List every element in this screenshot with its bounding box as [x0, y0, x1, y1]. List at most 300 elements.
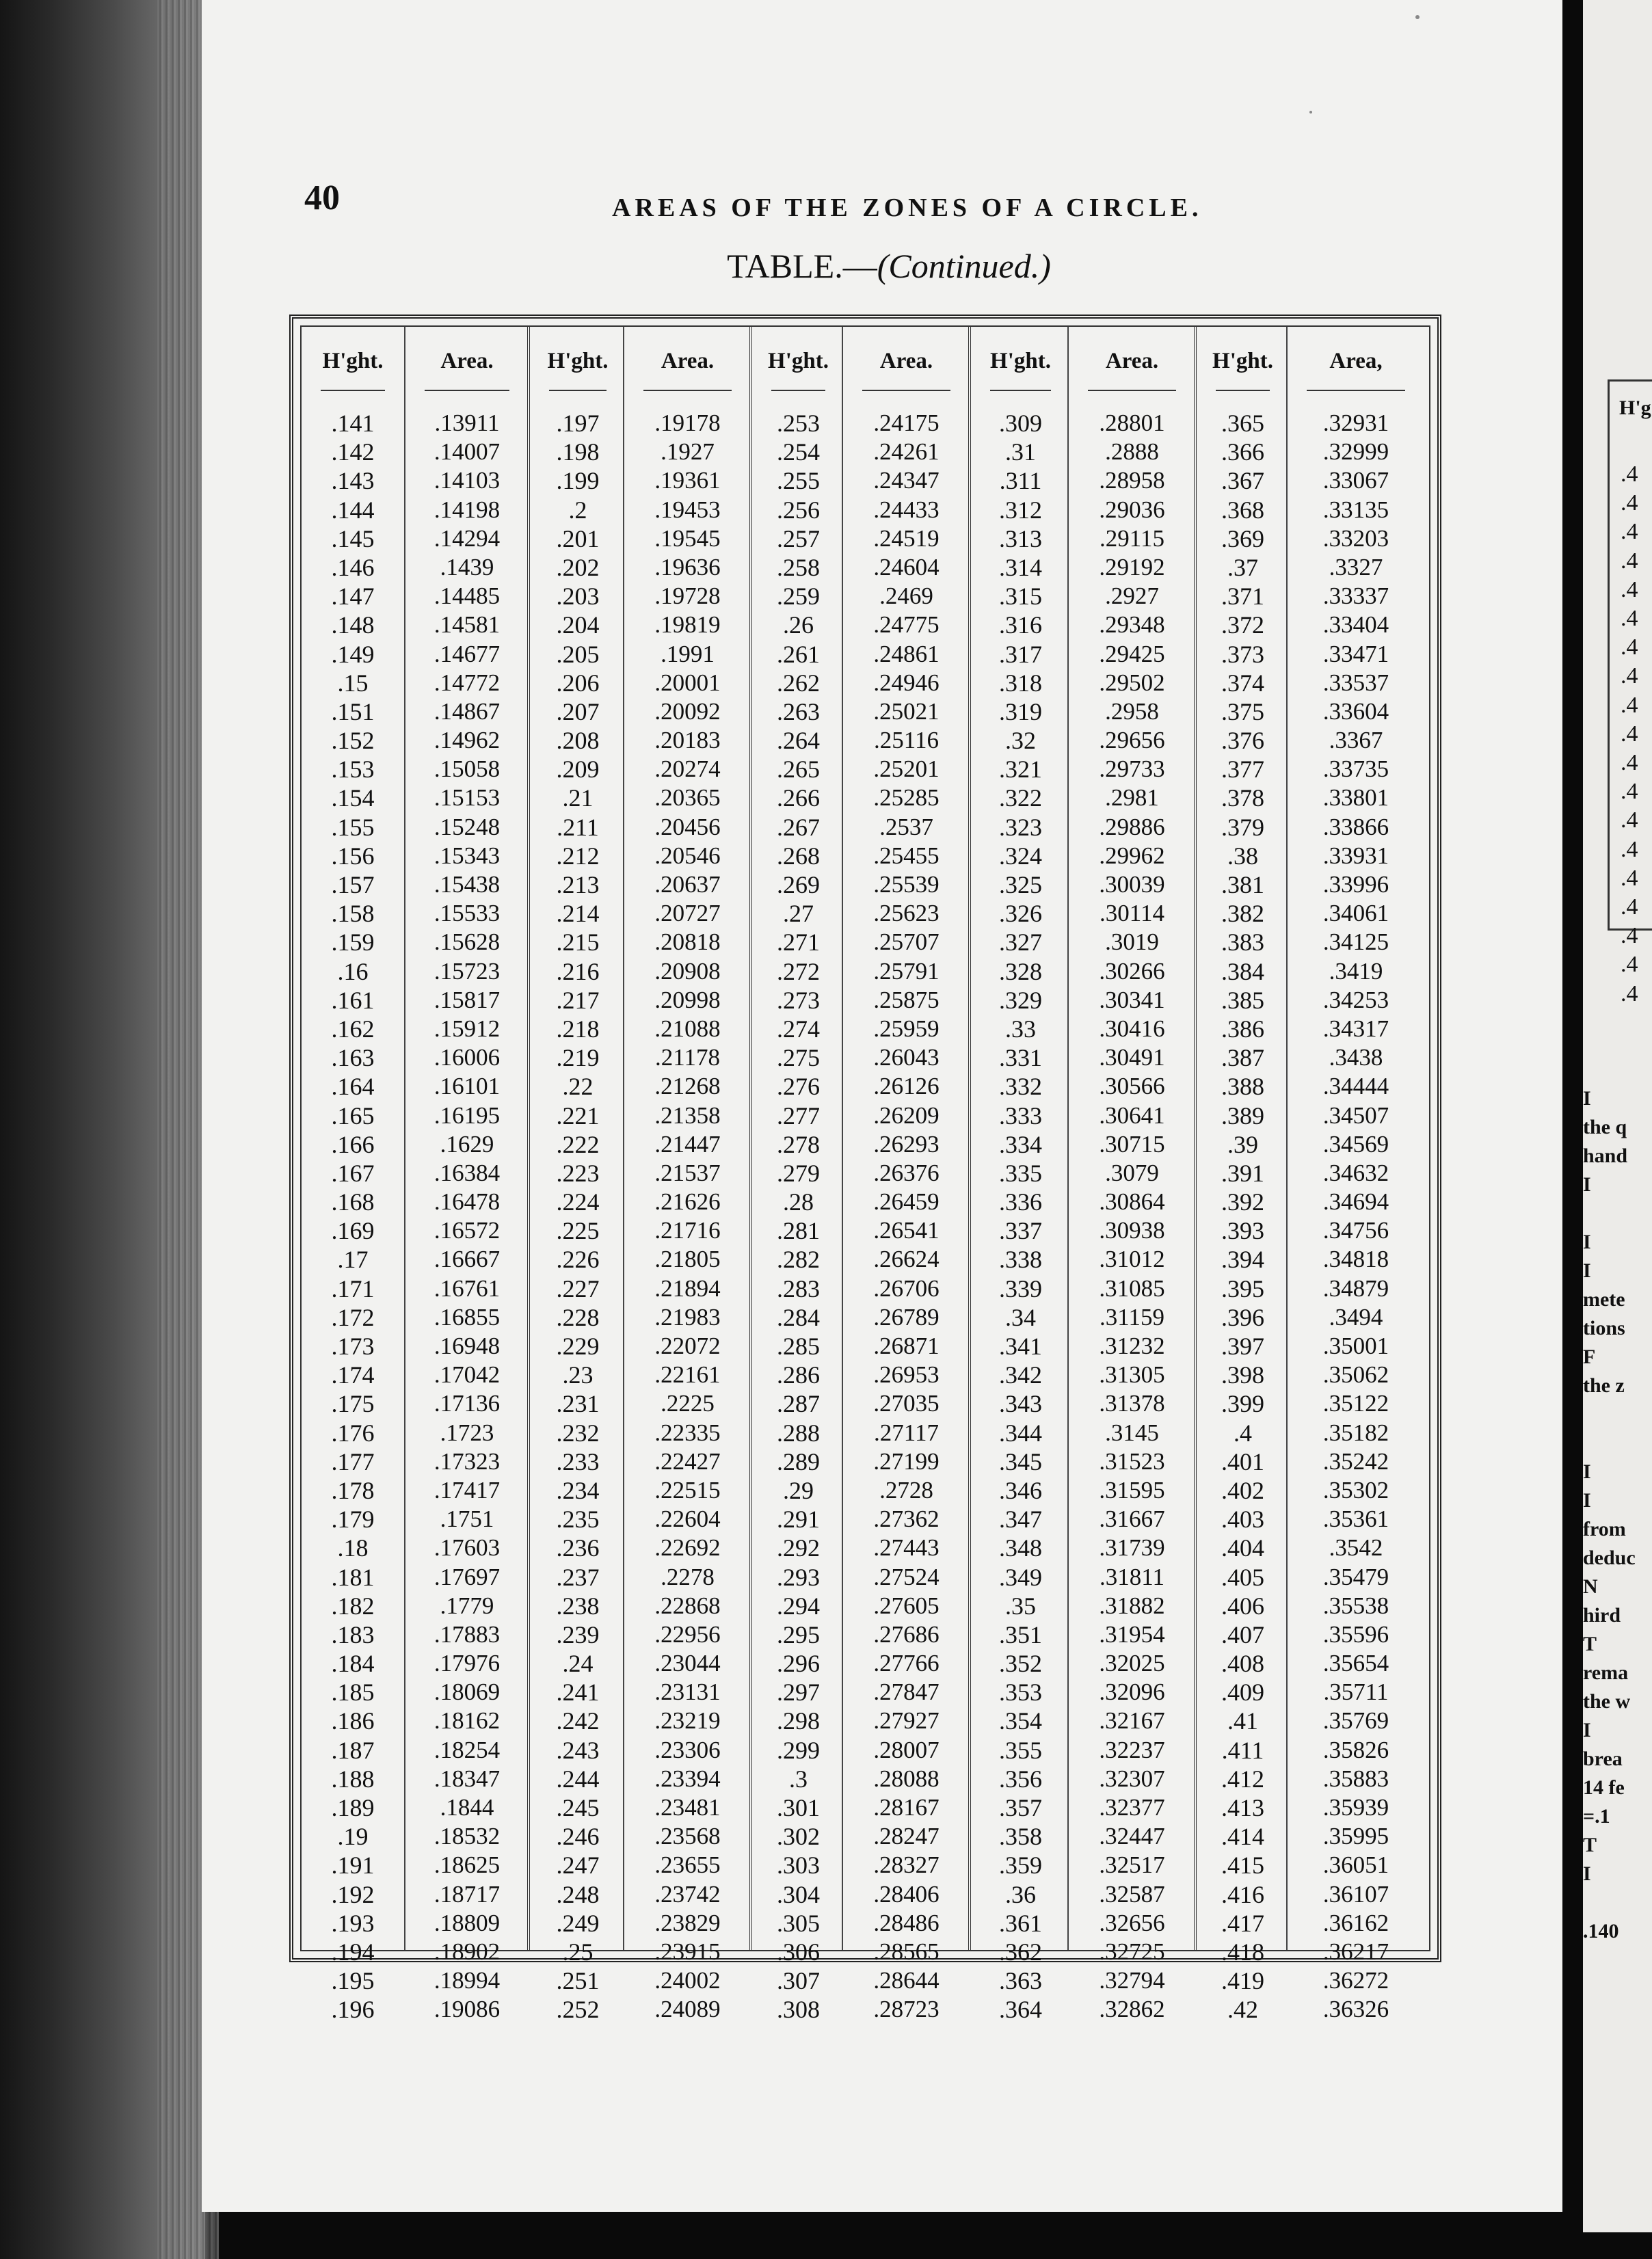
table-cell: .217 — [556, 986, 600, 1014]
table-cell: .29656 — [1099, 727, 1165, 754]
table-cell: .202 — [556, 553, 600, 581]
table-cell: .36 — [1005, 1880, 1036, 1908]
table-cell: .326 — [999, 900, 1042, 928]
table-cell: .26789 — [873, 1303, 940, 1331]
table-cell: .1439 — [440, 553, 494, 580]
area-column — [1067, 327, 1195, 2023]
table-cell: .32 — [1005, 727, 1036, 755]
column-values — [405, 395, 529, 2024]
table-cell: .17976 — [434, 1650, 501, 1677]
adjacent-text-line: T — [1583, 1834, 1597, 1856]
column-header: H'ght. — [1212, 349, 1273, 373]
column-header: H'ght. — [322, 349, 384, 373]
table-cell: .31012 — [1099, 1246, 1165, 1273]
table-cell: .32725 — [1099, 1938, 1165, 1965]
table-cell: .325 — [999, 871, 1042, 898]
table-cell: .24175 — [873, 410, 940, 436]
table-cell: .347 — [999, 1506, 1042, 1534]
adjacent-table-cell: .4 — [1621, 952, 1638, 978]
table-cell: .1779 — [440, 1592, 494, 1619]
table-cell: .2278 — [661, 1563, 715, 1590]
adjacent-table-cell: .4 — [1621, 576, 1638, 602]
table-cell: .371 — [1221, 583, 1264, 611]
table-cell: .35122 — [1322, 1390, 1389, 1417]
table-cell: .27847 — [873, 1679, 940, 1706]
table-cell: .16006 — [434, 1044, 501, 1071]
table-cell: .163 — [331, 1044, 375, 1072]
table-cell: .241 — [556, 1679, 600, 1707]
table-cell: .416 — [1221, 1880, 1264, 1908]
table-cell: .18069 — [434, 1679, 501, 1706]
table-cell: .16572 — [434, 1217, 501, 1244]
area-column — [623, 327, 751, 2023]
table-cell: .27199 — [873, 1447, 940, 1475]
column-header: H'ght. — [990, 349, 1051, 373]
table-cell: .234 — [556, 1476, 600, 1504]
table-cell: .21983 — [654, 1303, 721, 1331]
table-cell: .333 — [999, 1101, 1042, 1130]
table-cell: .32237 — [1099, 1736, 1165, 1763]
area-column — [404, 327, 529, 2023]
table-cell: .269 — [777, 871, 820, 898]
table-cell: .35242 — [1322, 1447, 1389, 1475]
table-cell: .273 — [777, 986, 820, 1014]
table-cell: .24433 — [873, 496, 940, 523]
table-cell: .184 — [331, 1650, 375, 1678]
table-cell: .20092 — [654, 697, 721, 725]
column-header: Area, — [1329, 349, 1383, 373]
table-cell: .1927 — [661, 438, 715, 466]
table-cell: .2469 — [879, 583, 933, 610]
table-cell: .261 — [777, 640, 820, 668]
table-cell: .303 — [777, 1852, 820, 1880]
table-cell: .418 — [1221, 1938, 1264, 1966]
table-cell: .31954 — [1099, 1620, 1165, 1648]
table-cell: .31882 — [1099, 1592, 1165, 1619]
table-cell: .21894 — [654, 1274, 721, 1302]
table-cell: .30491 — [1099, 1044, 1165, 1071]
table-cell: .214 — [556, 900, 600, 928]
table-cell: .304 — [777, 1880, 820, 1908]
adjacent-table-cell: .4 — [1621, 490, 1638, 516]
table-cell: .39 — [1227, 1130, 1258, 1158]
table-cell: .20183 — [654, 727, 721, 754]
table-cell: .32794 — [1099, 1967, 1165, 1994]
table-cell: .243 — [556, 1736, 600, 1764]
table-cell: .25201 — [873, 756, 940, 783]
table-cell: .26376 — [873, 1159, 940, 1186]
adjacent-text-line: the z — [1583, 1374, 1625, 1397]
table-cell: .34507 — [1322, 1101, 1389, 1129]
area-column — [1286, 327, 1424, 2023]
table-cell: .19545 — [654, 524, 721, 552]
table-cell: .322 — [999, 784, 1042, 812]
table-cell: .144 — [331, 496, 375, 524]
table-cell: .206 — [556, 669, 600, 697]
table-cell: .191 — [331, 1852, 375, 1880]
table-cell: .374 — [1221, 669, 1264, 697]
table-cell: .246 — [556, 1823, 600, 1851]
table-cell: .29733 — [1099, 756, 1165, 783]
table-cell: .33604 — [1322, 697, 1389, 725]
adjacent-table-cell: .4 — [1621, 721, 1638, 747]
adjacent-table-cell: .4 — [1621, 606, 1638, 632]
adjacent-table-cell: .4 — [1621, 894, 1638, 920]
table-cell: .272 — [777, 957, 820, 985]
table-cell: .411 — [1221, 1736, 1264, 1764]
table-cell: .237 — [556, 1563, 600, 1591]
header-rule — [321, 390, 385, 391]
table-cell: .28644 — [873, 1967, 940, 1994]
table-cell: .373 — [1221, 640, 1264, 668]
header-rule — [771, 390, 825, 391]
adjacent-table-cell: .4 — [1621, 692, 1638, 718]
adjacent-text-line: I — [1583, 1259, 1591, 1282]
book-page — [202, 0, 1562, 2212]
table-cell: .26541 — [873, 1217, 940, 1244]
table-cell: .23655 — [654, 1852, 721, 1879]
adjacent-table — [1608, 379, 1652, 1006]
column-values — [752, 395, 844, 2024]
column-values — [1069, 395, 1195, 2024]
table-cell: .17603 — [434, 1534, 501, 1562]
table-cell: .242 — [556, 1707, 600, 1735]
table-cell: .159 — [331, 928, 375, 957]
table-cell: .252 — [556, 1996, 600, 2024]
table-cell: .24604 — [873, 553, 940, 580]
table-cell: .31232 — [1099, 1333, 1165, 1359]
table-cell: .405 — [1221, 1563, 1264, 1591]
table-cell: .15628 — [434, 928, 501, 956]
table-cell: .317 — [999, 640, 1042, 668]
table-cell: .22335 — [654, 1419, 721, 1446]
table-cell: .18902 — [434, 1938, 501, 1965]
table-cell: .187 — [331, 1736, 375, 1764]
table-cell: .256 — [777, 496, 820, 524]
adjacent-table-cell: .4 — [1621, 836, 1638, 862]
table-cell: .17883 — [434, 1620, 501, 1648]
table-cell: .176 — [331, 1419, 375, 1447]
table-cell: .327 — [999, 928, 1042, 957]
table-cell: .314 — [999, 553, 1042, 581]
table-cell: .289 — [777, 1447, 820, 1475]
table-cell: .142 — [331, 438, 375, 466]
table-cell: .364 — [999, 1996, 1042, 2024]
adjacent-text-line: I — [1583, 1460, 1591, 1483]
table-cell: .35596 — [1322, 1620, 1389, 1648]
table-cell: .21178 — [655, 1044, 720, 1071]
table-cell: .32587 — [1099, 1880, 1165, 1908]
table-cell: .15817 — [434, 986, 501, 1013]
table-cell: .17323 — [434, 1447, 501, 1475]
table-cell: .335 — [999, 1159, 1042, 1187]
table-cell: .30416 — [1099, 1015, 1165, 1042]
table-cell: .343 — [999, 1390, 1042, 1418]
table-cell: .22 — [562, 1073, 594, 1101]
table-cell: .402 — [1221, 1476, 1264, 1504]
table-cell: .16384 — [434, 1159, 501, 1186]
table-cell: .41 — [1227, 1707, 1258, 1735]
table-cell: .141 — [331, 410, 375, 437]
table-body — [300, 325, 1430, 2024]
table-cell: .263 — [777, 697, 820, 725]
table-cell: .1751 — [440, 1506, 494, 1533]
table-cell: .21447 — [654, 1130, 721, 1158]
table-cell: .3438 — [1329, 1044, 1383, 1071]
table-cell: .34756 — [1322, 1217, 1389, 1244]
table-cell: .223 — [556, 1159, 600, 1187]
table-cell: .22072 — [654, 1333, 721, 1359]
table-cell: .19453 — [654, 496, 721, 523]
height-column — [527, 327, 626, 2024]
table-cell: .34125 — [1322, 928, 1389, 956]
table-cell: .257 — [777, 524, 820, 552]
table-cell: .26293 — [873, 1130, 940, 1158]
table-cell: .331 — [999, 1044, 1042, 1072]
column-values — [843, 395, 970, 2024]
table-cell: .396 — [1221, 1303, 1264, 1331]
table-cell: .274 — [777, 1015, 820, 1043]
table-cell: .18994 — [434, 1967, 501, 1994]
table-cell: .167 — [331, 1159, 375, 1187]
table-cell: .3542 — [1329, 1534, 1383, 1562]
table-cell: .24347 — [873, 467, 940, 494]
table-cell: .25116 — [874, 727, 939, 754]
table-cell: .28723 — [873, 1996, 940, 2023]
table-cell: .17697 — [434, 1563, 501, 1590]
table-cell: .27035 — [873, 1390, 940, 1417]
table-cell: .15 — [337, 669, 369, 697]
table-cell: .30864 — [1099, 1188, 1165, 1216]
table-cell: .24519 — [873, 524, 940, 552]
table-cell: .3419 — [1329, 957, 1383, 985]
table-cell: .276 — [777, 1073, 820, 1101]
table-cell: .29 — [783, 1476, 814, 1504]
table-cell: .212 — [556, 842, 600, 870]
adjacent-text-line: the w — [1583, 1690, 1631, 1713]
table-cell: .30341 — [1099, 986, 1165, 1013]
table-cell: .35711 — [1323, 1679, 1389, 1706]
adjacent-text-line: I — [1583, 1719, 1591, 1741]
table-cell: .25021 — [873, 697, 940, 725]
table-cell: .17417 — [434, 1476, 501, 1503]
table-cell: .213 — [556, 871, 600, 898]
adjacent-table-cell: .4 — [1621, 807, 1638, 833]
table-cell: .26043 — [873, 1044, 940, 1071]
adjacent-text-line: F — [1583, 1346, 1596, 1368]
table-cell: .32025 — [1099, 1650, 1165, 1677]
table-cell: .28247 — [873, 1823, 940, 1850]
table-cell: .175 — [331, 1390, 375, 1418]
table-cell: .334 — [999, 1130, 1042, 1158]
table-cell: .35001 — [1322, 1333, 1389, 1359]
table-cell: .27686 — [873, 1620, 940, 1648]
table-cell: .353 — [999, 1679, 1042, 1707]
table-cell: .23829 — [654, 1909, 721, 1936]
table-cell: .395 — [1221, 1274, 1264, 1302]
table-cell: .415 — [1221, 1852, 1264, 1880]
zone-area-table — [289, 315, 1441, 2024]
table-cell: .33996 — [1322, 871, 1389, 898]
header-rule — [1088, 390, 1176, 391]
table-cell: .27443 — [873, 1534, 940, 1562]
table-cell: .377 — [1221, 756, 1264, 784]
table-cell: .34879 — [1322, 1274, 1389, 1302]
table-cell: .19728 — [654, 583, 721, 610]
table-cell: .354 — [999, 1707, 1042, 1735]
table-cell: .315 — [999, 583, 1042, 611]
table-cell: .26 — [783, 611, 814, 639]
table-cell: .279 — [777, 1159, 820, 1187]
table-cell: .33 — [1005, 1015, 1036, 1043]
adjacent-text-line: T — [1583, 1633, 1597, 1655]
adjacent-table-cell: .4 — [1621, 865, 1638, 891]
table-cell: .178 — [331, 1476, 375, 1504]
table-cell: .25 — [562, 1938, 594, 1966]
table-cell: .205 — [556, 640, 600, 668]
height-column — [749, 327, 844, 2024]
table-cell: .417 — [1221, 1909, 1264, 1937]
table-cell: .2728 — [879, 1476, 933, 1503]
table-cell: .29425 — [1099, 640, 1165, 667]
table-cell: .24775 — [873, 611, 940, 639]
table-cell: .2927 — [1105, 583, 1159, 610]
table-cell: .306 — [777, 1938, 820, 1966]
adjacent-table-cell: .4 — [1621, 923, 1638, 949]
table-cell: .321 — [999, 756, 1042, 784]
table-cell: .197 — [556, 410, 600, 437]
table-cell: .2 — [568, 496, 587, 524]
table-cell: .20727 — [654, 900, 721, 927]
table-cell: .409 — [1221, 1679, 1264, 1707]
table-cell: .29962 — [1099, 842, 1165, 869]
column-header: Area. — [440, 349, 494, 373]
table-cell: .3079 — [1105, 1159, 1159, 1186]
table-cell: .251 — [556, 1967, 600, 1995]
table-cell: .323 — [999, 813, 1042, 841]
table-cell: .148 — [331, 611, 375, 639]
table-cell: .281 — [777, 1217, 820, 1245]
adjacent-table-cell: .4 — [1621, 750, 1638, 776]
table-cell: .18717 — [434, 1880, 501, 1908]
adjacent-table-header: H'g — [1619, 397, 1651, 419]
table-cell: .291 — [777, 1506, 820, 1534]
table-cell: .376 — [1221, 727, 1264, 755]
table-cell: .33735 — [1322, 756, 1389, 783]
table-cell: .2981 — [1105, 784, 1159, 812]
table-cell: .383 — [1221, 928, 1264, 957]
table-cell: .3494 — [1329, 1303, 1383, 1331]
table-cell: .351 — [999, 1620, 1042, 1648]
table-cell: .319 — [999, 697, 1042, 725]
table-cell: .35182 — [1322, 1419, 1389, 1446]
table-cell: .34253 — [1322, 986, 1389, 1013]
header-rule — [1216, 390, 1270, 391]
adjacent-table-cell: .4 — [1621, 548, 1638, 574]
table-cell: .30715 — [1099, 1130, 1165, 1158]
adjacent-text-line: hird — [1583, 1604, 1621, 1627]
height-column — [968, 327, 1070, 2024]
table-cell: .152 — [331, 727, 375, 755]
table-cell: .25539 — [873, 871, 940, 898]
table-cell: .23219 — [654, 1707, 721, 1735]
table-cell: .14867 — [434, 697, 501, 725]
table-cell: .26953 — [873, 1361, 940, 1389]
table-cell: .227 — [556, 1274, 600, 1302]
table-cell: .22868 — [654, 1592, 721, 1619]
table-cell: .247 — [556, 1852, 600, 1880]
table-cell: .211 — [557, 813, 599, 841]
table-cell: .296 — [777, 1650, 820, 1678]
adjacent-table-cell: .4 — [1621, 634, 1638, 660]
table-cell: .25285 — [873, 784, 940, 812]
table-cell: .342 — [999, 1361, 1042, 1389]
table-cell: .4 — [1234, 1419, 1252, 1447]
table-cell: .231 — [556, 1390, 600, 1418]
table-cell: .14294 — [434, 524, 501, 552]
table-cell: .372 — [1221, 611, 1264, 639]
adjacent-text-line: I — [1583, 1862, 1591, 1885]
table-cell: .392 — [1221, 1188, 1264, 1216]
table-cell: .18347 — [434, 1765, 501, 1792]
adjacent-text-line: I — [1583, 1173, 1591, 1196]
table-cell: .34818 — [1322, 1246, 1389, 1273]
table-cell: .183 — [331, 1620, 375, 1648]
table-cell: .35883 — [1322, 1765, 1389, 1792]
table-cell: .21358 — [654, 1101, 721, 1129]
table-cell: .17042 — [434, 1361, 501, 1389]
table-cell: .31523 — [1099, 1447, 1165, 1475]
table-cell: .399 — [1221, 1390, 1264, 1418]
table-cell: .28406 — [873, 1880, 940, 1908]
table-cell: .352 — [999, 1650, 1042, 1678]
adjacent-table-cell: .4 — [1621, 779, 1638, 805]
table-cell: .21626 — [654, 1188, 721, 1216]
table-cell: .28801 — [1099, 410, 1165, 436]
table-cell: .32096 — [1099, 1679, 1165, 1706]
table-cell: .195 — [331, 1967, 375, 1995]
table-cell: .21088 — [654, 1015, 721, 1042]
table-cell: .404 — [1221, 1534, 1264, 1562]
table-cell: .369 — [1221, 524, 1264, 552]
table-cell: .16761 — [434, 1274, 501, 1302]
table-cell: .34317 — [1322, 1015, 1389, 1042]
table-cell: .1723 — [440, 1419, 494, 1446]
table-cell: .268 — [777, 842, 820, 870]
table-cell: .25455 — [873, 842, 940, 869]
table-title — [711, 246, 1067, 286]
table-cell: .232 — [556, 1419, 600, 1447]
table-cell: .27524 — [873, 1563, 940, 1590]
table-cell: .295 — [777, 1620, 820, 1648]
table-cell: .27362 — [873, 1506, 940, 1533]
table-cell: .28 — [783, 1188, 814, 1216]
table-cell: .34632 — [1322, 1159, 1389, 1186]
table-cell: .267 — [777, 813, 820, 841]
table-cell: .35995 — [1322, 1823, 1389, 1850]
table-cell: .20456 — [654, 813, 721, 840]
table-cell: .33135 — [1322, 496, 1389, 523]
table-cell: .35769 — [1322, 1707, 1389, 1735]
table-cell: .31 — [1005, 438, 1036, 466]
table-cell: .363 — [999, 1967, 1042, 1995]
table-cell: .20998 — [654, 986, 721, 1013]
table-cell: .297 — [777, 1679, 820, 1707]
table-cell: .3145 — [1105, 1419, 1159, 1446]
table-cell: .329 — [999, 986, 1042, 1014]
table-cell: .153 — [331, 756, 375, 784]
table-cell: .236 — [556, 1534, 600, 1562]
